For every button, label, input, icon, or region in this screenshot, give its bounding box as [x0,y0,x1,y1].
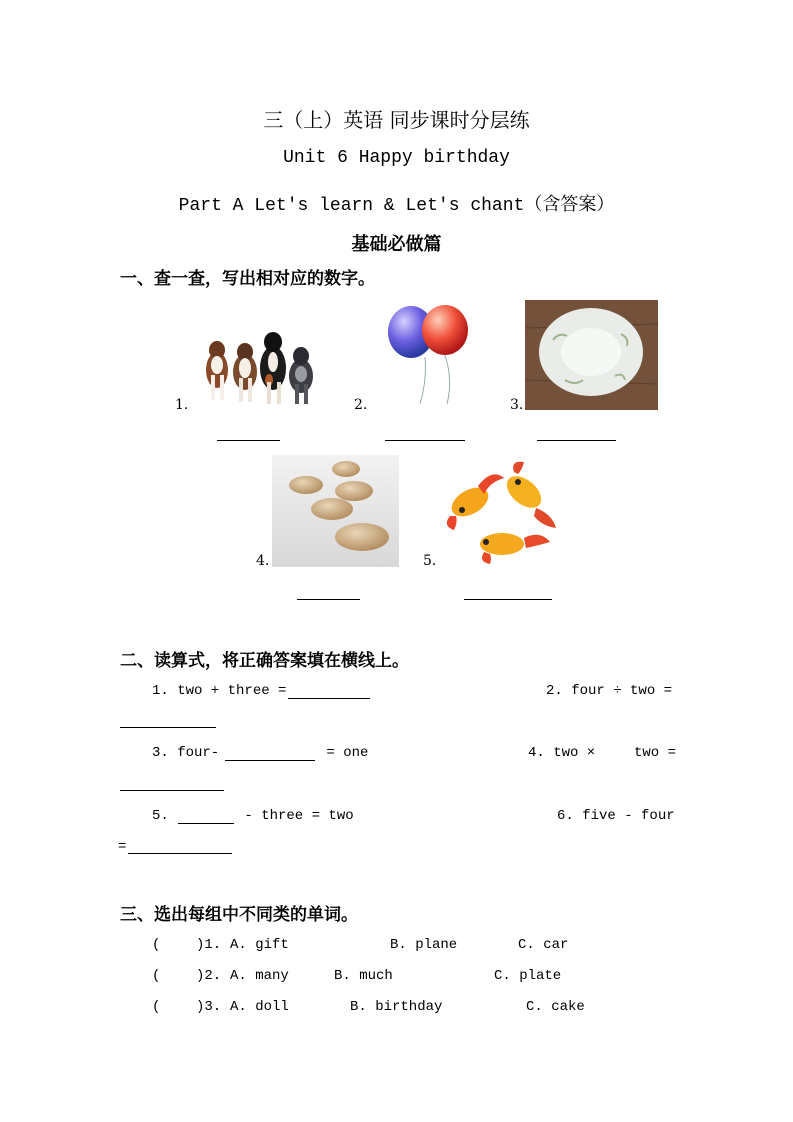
choice-row-3-a[interactable]: A. doll [230,999,289,1015]
choice-row-2-b[interactable]: B. much [334,968,393,984]
choice-row-2-a[interactable]: A. many [230,968,289,984]
question-4-rest: two = [634,745,677,761]
item-number: 5. [423,553,437,569]
answer-line-2[interactable] [385,440,465,441]
choice-row-1-b[interactable]: B. plane [390,937,458,953]
goldfish-icon [440,460,560,567]
answer-blank-q4[interactable] [120,790,224,791]
answer-blank-q2[interactable] [120,727,216,728]
answer-blank-q1[interactable] [288,698,370,699]
choice-row-3-c[interactable]: C. cake [526,999,585,1015]
choice-row-1-a[interactable]: A. gift [230,937,289,953]
section1-heading: 一、查一查，写出相对应的数字。 [120,269,375,289]
answer-blank-q3[interactable] [225,760,315,761]
item-number: 3. [510,397,524,413]
question-2: 2. four ÷ two = [546,683,673,699]
answer-line-4[interactable] [297,599,360,600]
answer-blank-q5[interactable] [178,823,234,824]
question-6-eq: = [118,839,127,855]
unit-title: Unit 6 Happy birthday [283,148,510,168]
question-6-text: 6. five - four [557,808,675,824]
page-title: 三（上）英语 同步课时分层练 [263,108,530,132]
question-1-text: 1. two + three = [152,683,295,699]
question-3-text: 3. four- [152,745,228,761]
question-1 [152,683,295,699]
eggs-icon [272,455,399,567]
section3-heading: 三、选出每组中不同类的单词。 [120,905,358,925]
choice-row-3-open: ( [152,999,161,1015]
part-title: Part A Let's learn & Let's chant（含答案） [178,196,615,216]
item-number: 1. [175,397,189,413]
section2-heading: 二、读算式，将正确答案填在横线上。 [120,651,409,671]
choice-row-3-num: )3. [196,999,222,1015]
choice-row-1-c[interactable]: C. car [518,937,569,953]
question-5-text: 5. [152,808,178,824]
question-5-rest: - three = two [236,808,354,824]
balloons-icon [385,300,475,408]
choice-row-1-num: )1. [196,937,222,953]
choice-row-2-c[interactable]: C. plate [494,968,562,984]
level-title: 基础必做篇 [351,234,442,255]
choice-row-2-num: )2. [196,968,222,984]
dogs-icon [195,320,325,410]
question-3-rest: = one [318,745,369,761]
choice-row-3-b[interactable]: B. birthday [350,999,443,1015]
choice-row-1-open: ( [152,937,161,953]
item-number: 4. [256,553,270,569]
question-4-text: 4. two × [528,745,596,761]
answer-line-5[interactable] [464,599,552,600]
answer-line-3[interactable] [537,440,616,441]
choice-row-2-open: ( [152,968,161,984]
plate-icon [525,300,658,410]
item-number: 2. [354,397,368,413]
answer-line-1[interactable] [217,440,280,441]
answer-blank-q6[interactable] [128,853,232,854]
